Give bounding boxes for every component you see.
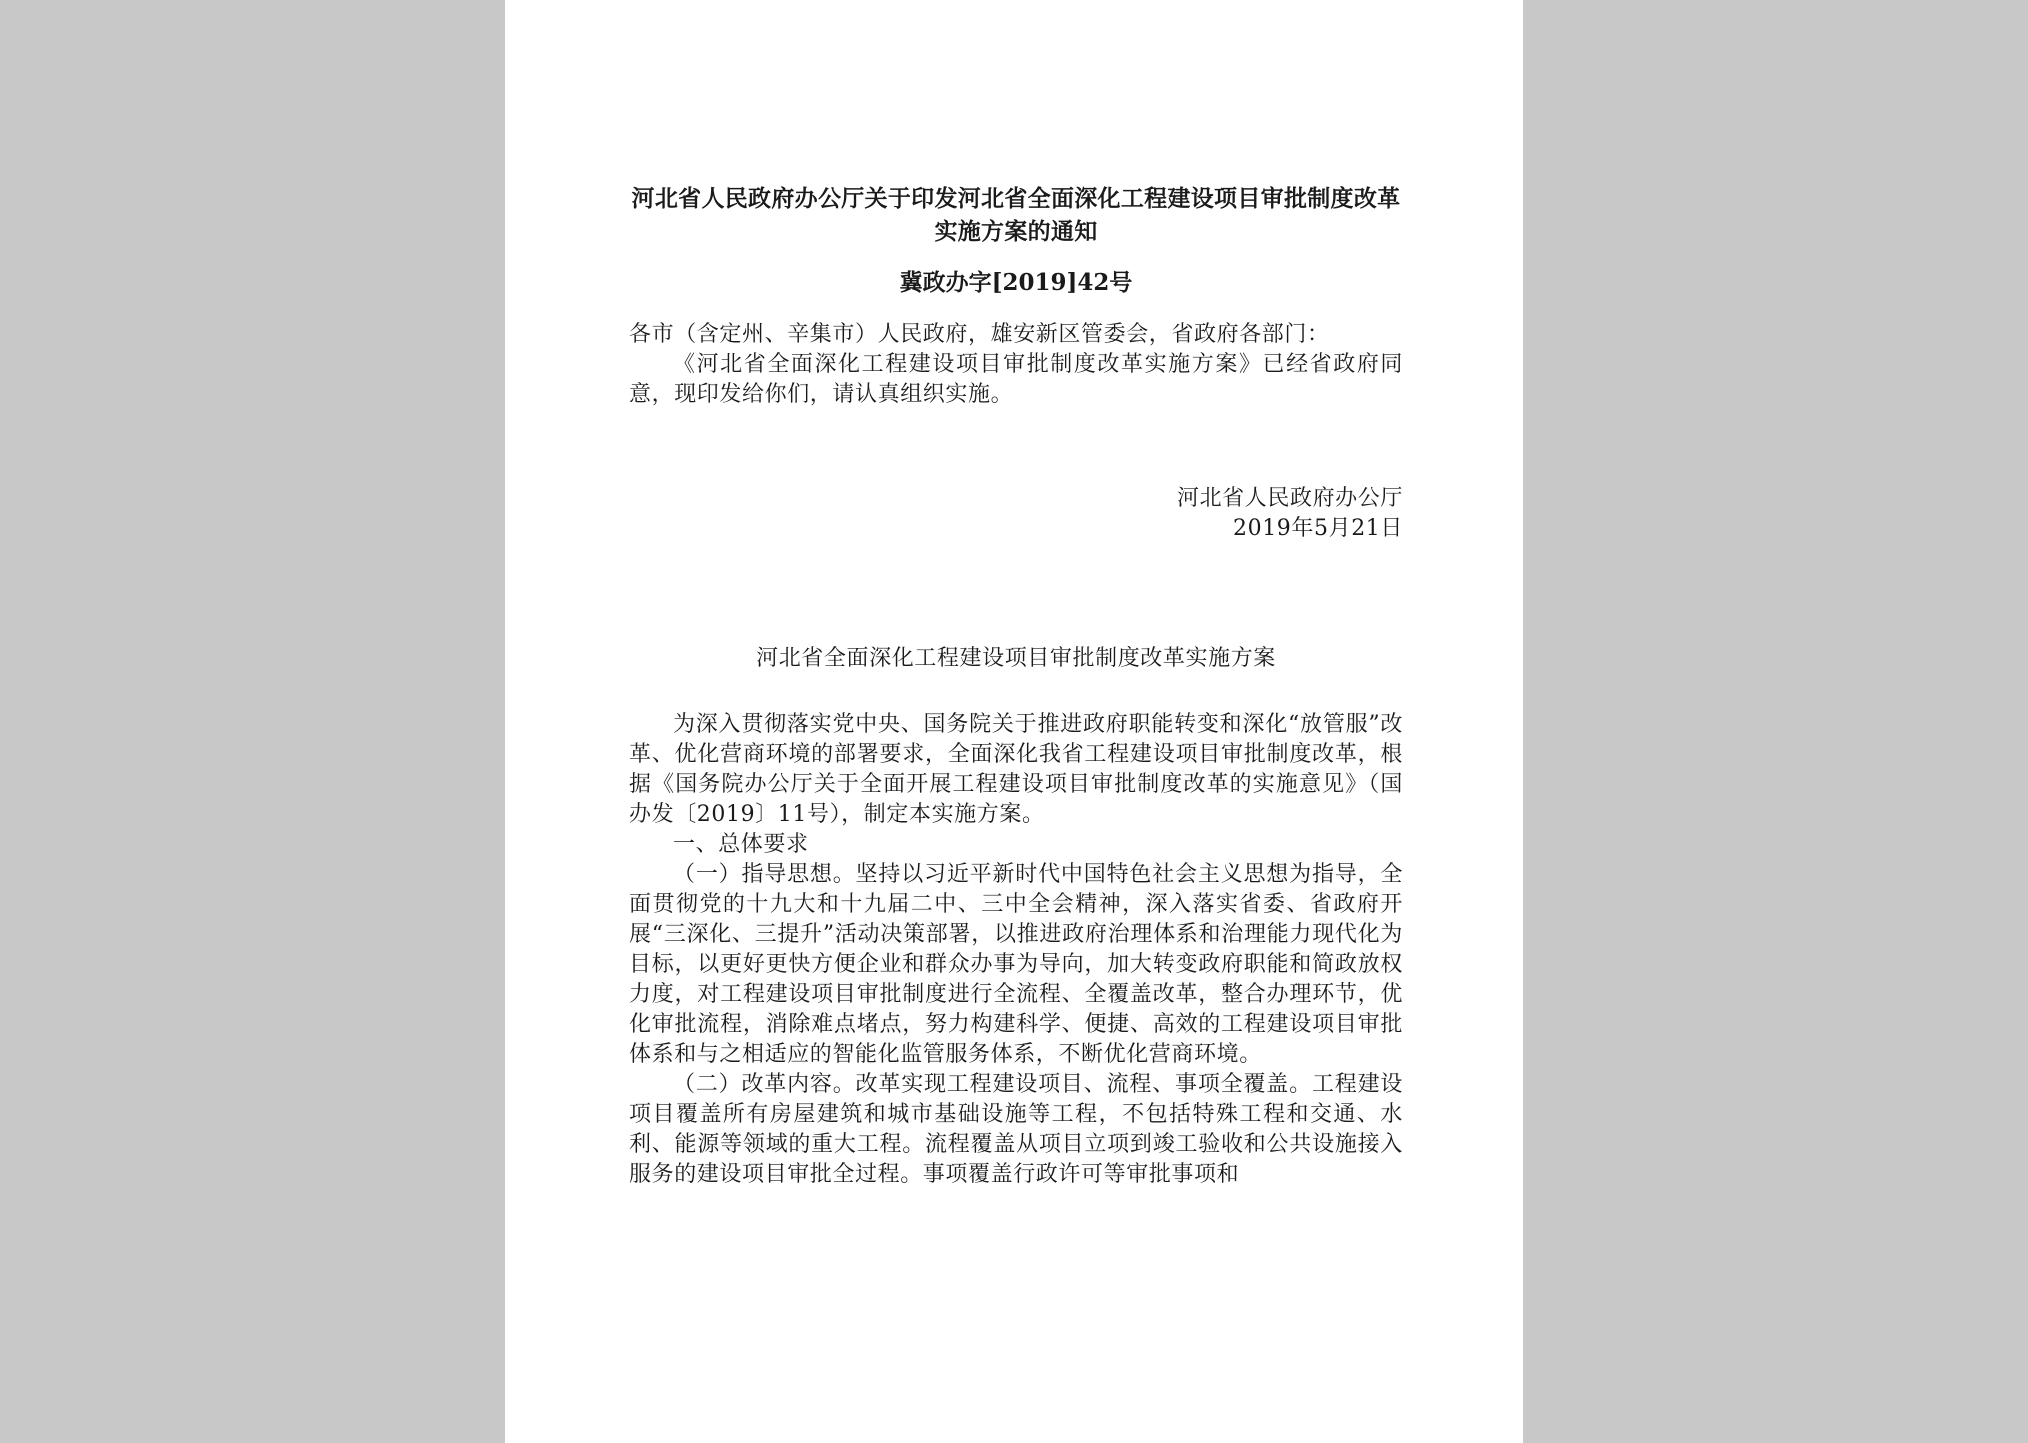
signature-block	[629, 484, 1403, 544]
issuer: 河北省人民政府办公厅	[1176, 486, 1403, 511]
document-content	[629, 182, 1403, 1190]
body-paragraph: （一）指导思想。坚持以习近平新时代中国特色社会主义思想为指导，全面贯彻党的十九大和十九届二中、三中全会精神，深入落实省委、省政府开展“三深化、三提升”活动决策部署，以推进政府治理体系和治理能力现代化为目标，以更好更快方便企业和群众办事为导向，加大转变政府职能和简政放权力度，对工程建设项目审批制度进行全流程、全覆盖改革，整合办理环节，优化审批流程，消除难点堵点，努力构建科学、便捷、高效的工程建设项目审批体系和与之相适应的智能化监管服务体系，不断优化营商环境。	[629, 862, 1403, 1067]
body-paragraph: （二）改革内容。改革实现工程建设项目、流程、事项全覆盖。工程建设项目覆盖所有房屋建筑和城市基础设施等工程，不包括特殊工程和交通、水利、能源等领域的重大工程。流程覆盖从项目立项到竣工验收和公共设施接入服务的建设项目审批全过程。事项覆盖行政许可等审批事项和	[629, 1072, 1403, 1187]
body-paragraph: 为深入贯彻落实党中央、国务院关于推进政府职能转变和深化“放管服”改革、优化营商环境的部署要求，全面深化我省工程建设项目审批制度改革，根据《国务院办公厅关于全面开展工程建设项目审批制度改革的实施意见》（国办发〔2019〕11号），制定本实施方案。	[629, 712, 1403, 827]
plan-title: 河北省全面深化工程建设项目审批制度改革实施方案	[756, 646, 1276, 671]
document-title: 河北省人民政府办公厅关于印发河北省全面深化工程建设项目审批制度改革实施方案的通知	[631, 185, 1401, 245]
document-page	[505, 0, 1523, 1443]
section-heading: 一、总体要求	[673, 832, 809, 857]
recipients-line: 各市（含定州、辛集市）人民政府，雄安新区管委会，省政府各部门：	[629, 322, 1330, 347]
issue-date: 2019年5月21日	[1233, 516, 1403, 541]
plan-body	[629, 710, 1403, 1190]
intro-paragraph: 《河北省全面深化工程建设项目审批制度改革实施方案》已经省政府同意，现印发给你们，请认真组织实施。	[629, 352, 1403, 407]
document-number: 冀政办字[2019]42号	[899, 269, 1133, 296]
